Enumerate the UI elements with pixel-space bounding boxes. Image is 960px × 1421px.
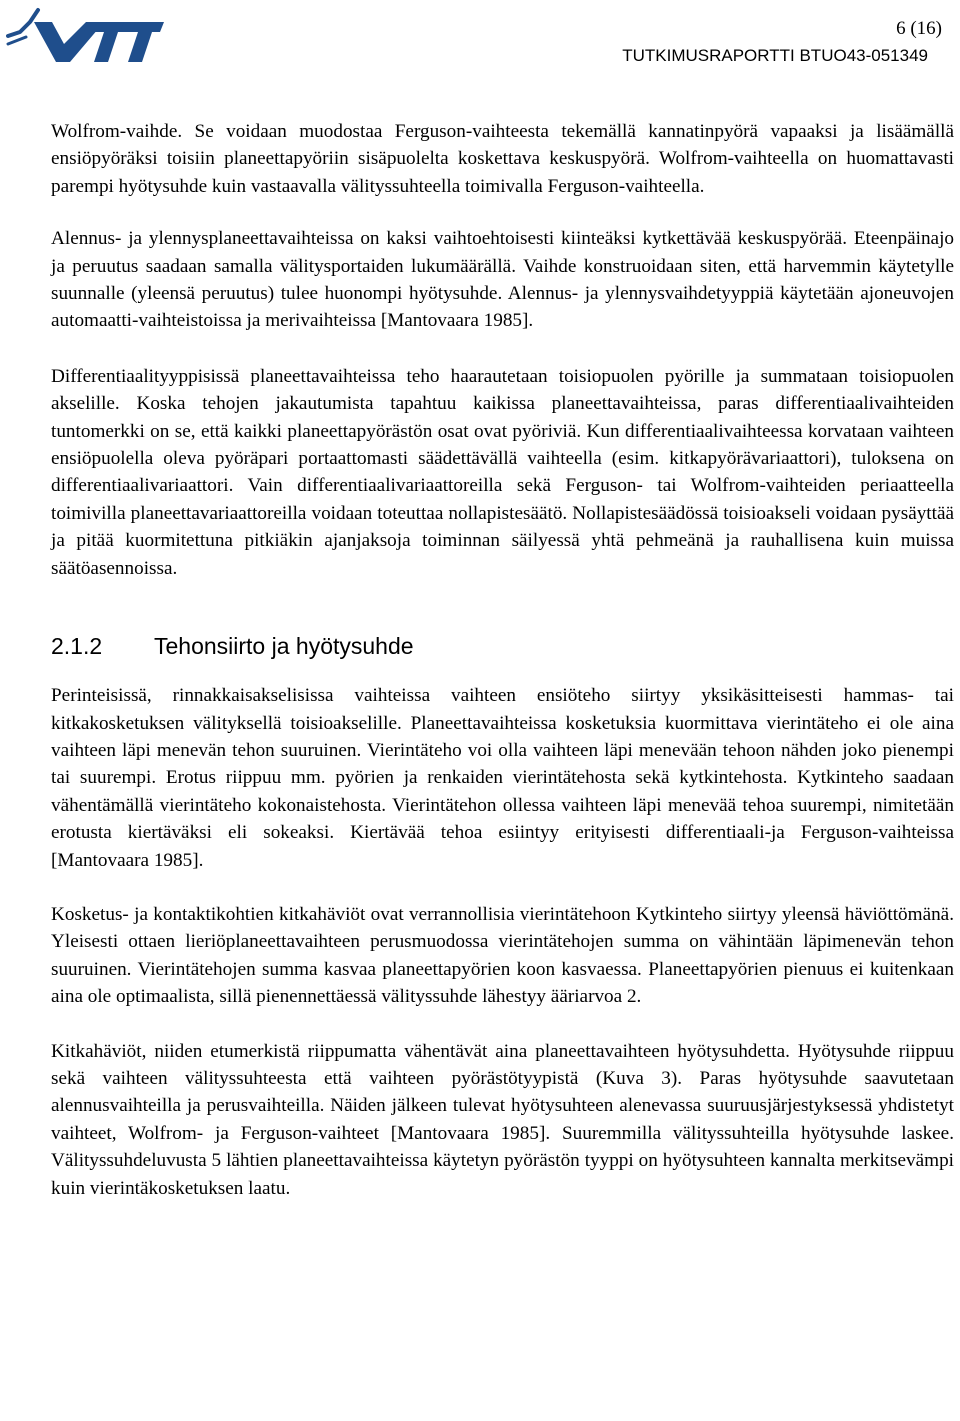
vtt-logo-mark [6, 6, 164, 64]
section-paragraph: Kosketus- ja kontaktikohtien kitkahäviöt ovat verrannollisia vierintätehoon Kytkinteho siirtyy yleensä häviöttömänä. Yleisesti ottaen lieriöplaneettavaihteen perusmuodossa vierintätehojen summa on vähintään läpimenevän tehon suuruinen. Vierintätehojen summa kasvaa planeettapyörien koon kasvaessa. Planeettapyörien pienuus ei kuitenkaan aina ole optimaalista, sillä pienennettäessä välityssuhde lähestyy ääriarvoa 2. [51, 903, 954, 1008]
section-paragraph: Kitkahäviöt, niiden etumerkistä riippumatta vähentävät aina planeettavaihteen hyötysuhdetta. Hyötysuhde riippuu sekä vaihteen välityssuhteesta että vaihteen pyörästötyypistä (Kuva 3). Paras hyötysuhde saavutetaan alennusvaihteilla ja perusvaihteilla. Näiden jälkeen tulevat hyötysuhteen alenevassa suuruusjärjestyksessä yhdistetyt vaihteet, Wolfrom- ja Ferguson-vaihteet [Mantovaara 1985]. Suuremmilla välityssuhteilla hyötysuhde laskee. Välityssuhdeluvusta 5 lähtien planeettavaihteissa käytetyn pyörästön tyyppi on hyötysuhteen kannalta merkitsevämpi kuin vierintäkosketuksen laatu. [51, 1040, 954, 1199]
body-paragraph: Differentiaalityyppisissä planeettavaihteissa teho haarautetaan toisiopuolen pyörille ja summataan toisiopuolen akselille. Koska tehojen jakautumista tapahtuu kaikissa planeettavaihteissa, paras differentiaalivaihteiden tuntomerkki on se, että kaikki planeettapyörästön osat ovat pyöriviä. Kun differentiaalivaihteessa korvataan vaihteen ensiöpuolella oleva pyöräpari portaattomasti säädettävällä vaihteella (esim. kitkapyörävariaattori), tuloksena on differentiaalivariaattori. Vain differentiaalivariaattoreilla sekä Ferguson- tai Wolfrom-vaihteiden periaatteella toimivilla planeettavariaattoreilla voidaan toteuttaa nollapistesäätö. Nollapistesäädössä toisioakseli voidaan pysäyttää ja pitää kuormitettuna pitkiäkin ajanjaksoja toiminnan säilyessä yhtä pehmeänä ja rauhallisena kuin muissa säätöasennoissa. [51, 365, 954, 579]
document-body [51, 118, 954, 1229]
body-paragraph: Alennus- ja ylennysplaneettavaihteissa on kaksi vaihtoehtoisesti kiinteäksi kytkettävää keskuspyörää. Eteenpäinajo ja peruutus saadaan samalla välitysportaiden lukumäärällä. Vaihde konstruoidaan siten, että harvemmin käytetylle suunnalle (yleensä peruutus) tulee huonompi hyötysuhde. Alennus- ja ylennysvaihdetyyppiä käytetään ajoneuvojen automaatti-vaihteistoissa ja merivaihteissa [Mantovaara 1985]. [51, 228, 954, 332]
page-number: 6 (16) [896, 18, 942, 39]
section-paragraph: Perinteisissä, rinnakkaisakselisissa vaihteissa vaihteen ensiöteho siirtyy yksikäsitteisesti hammas- tai kitkakosketuksen välityksellä toisioakselille. Planeettavaihteissa kosketuksia kuormittava vierintäteho ei ole aina vaihteen läpi menevän tehon suuruinen. Vierintäteho voi olla vaihteen läpi menevään tehoon nähden joko pienempi tai suurempi. Erotus riippuu mm. pyörien ja renkaiden vierintätehosta sekä kytkintehosta. Kytkinteho saadaan vähentämällä vierintäteho kokonaistehosta. Vierintätehon ollessa vaihteen läpi menevää tehoa suurempi, nimitetään erotusta kiertäväksi eli sokeaksi. Kiertävää tehoa esiintyy erityisesti differentiaali-ja Ferguson-vaihteissa [Mantovaara 1985]. [51, 685, 954, 871]
vtt-logo [6, 6, 164, 64]
section-heading [51, 631, 954, 661]
body-paragraph: Wolfrom-vaihde. Se voidaan muodostaa Ferguson-vaihteesta tekemällä kannatinpyörä vapaaksi ja lisäämällä ensiöpyöräksi toisiin planeettapyöriin sisäpuolelta koskettava keskuspyörä. Wolfrom-vaihteella on huomattavasti parempi hyötysuhde kuin vastaavalla välityssuhteella toimivalla Ferguson-vaihteella. [51, 121, 954, 197]
section-number: 2.1.2 [51, 633, 103, 660]
report-id: TUTKIMUSRAPORTTI BTUO43-051349 [622, 46, 928, 65]
section-title: Tehonsiirto ja hyötysuhde [154, 633, 414, 660]
